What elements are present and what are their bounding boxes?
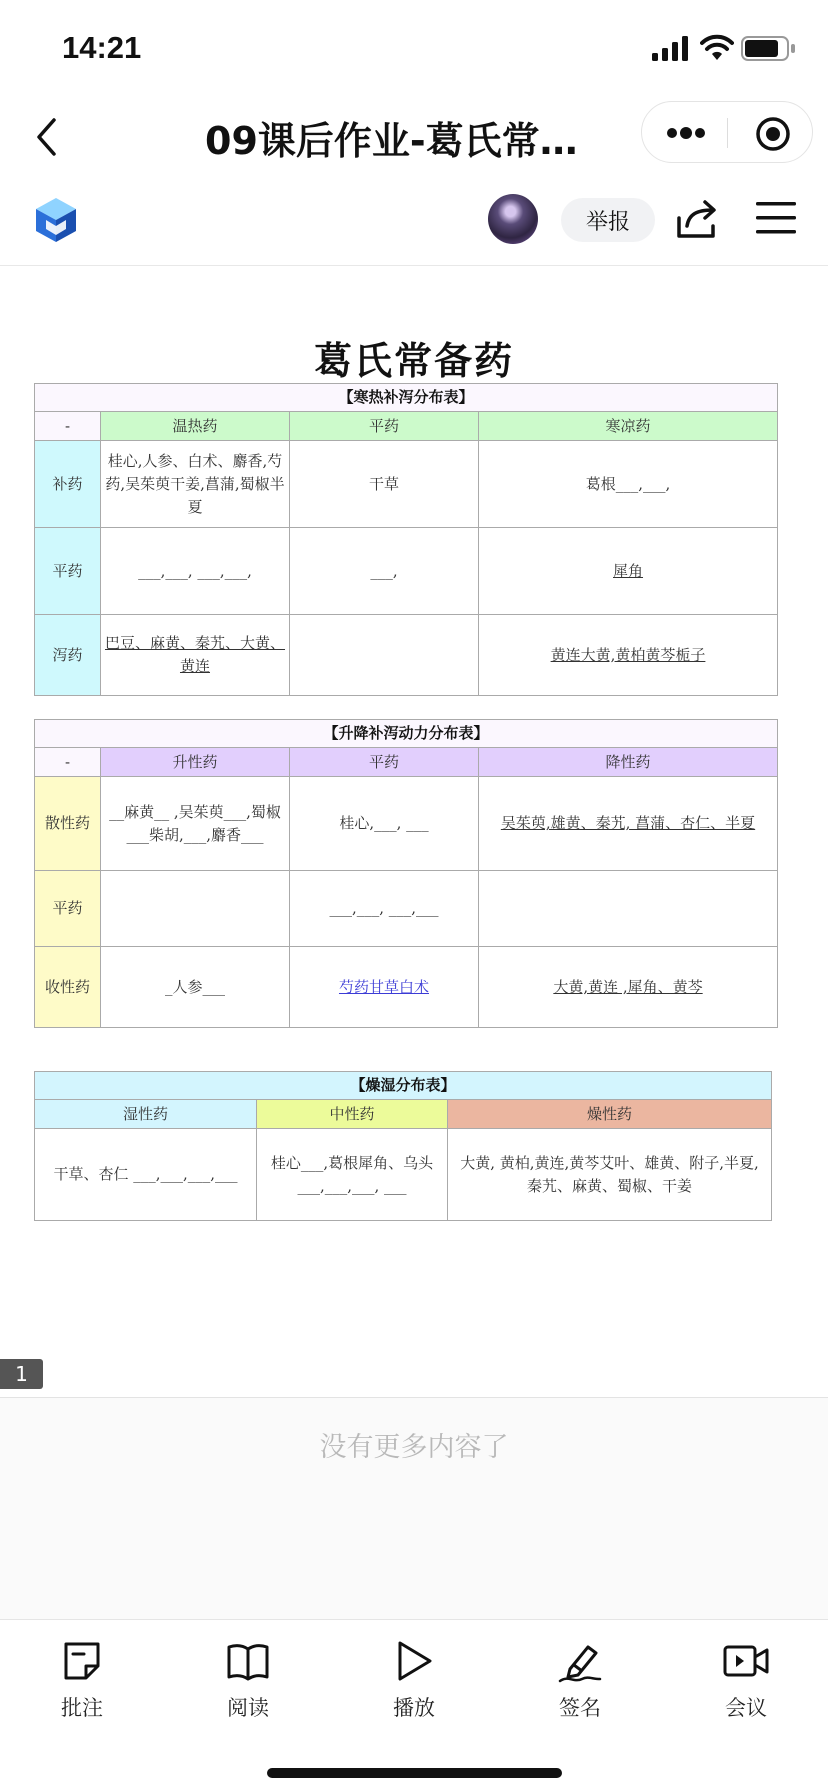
table-header: 湿性药 — [35, 1100, 257, 1129]
row-label: 平药 — [35, 528, 101, 615]
report-button[interactable]: 举报 — [561, 198, 655, 242]
table-header: 降性药 — [479, 748, 778, 777]
cold-heat-table — [34, 383, 778, 696]
play-icon — [394, 1639, 434, 1683]
no-more-content-text: 没有更多内容了 — [319, 1432, 509, 1463]
dry-damp-table — [34, 1071, 772, 1221]
row-label: 泻药 — [35, 615, 101, 696]
doc-toolbar — [0, 186, 828, 266]
sign-label: 签名 — [559, 1696, 601, 1720]
more-icon[interactable] — [666, 121, 706, 145]
table-cell: 干草、杏仁 ___,___,___,___ — [35, 1129, 257, 1221]
row-label: 平药 — [35, 871, 101, 947]
back-button[interactable] — [26, 112, 66, 162]
app-logo-icon — [34, 196, 78, 244]
chevron-left-icon — [34, 117, 58, 157]
status-time: 14:21 — [62, 30, 142, 65]
table-header: 中性药 — [257, 1100, 448, 1129]
row-label: 补药 — [35, 441, 101, 528]
table-cell: ___,___, ___,___, — [101, 528, 290, 615]
table-caption: 【燥湿分布表】 — [35, 1072, 772, 1100]
row-label: 收性药 — [35, 947, 101, 1028]
pen-sign-icon — [558, 1639, 602, 1683]
dynamics-table — [34, 719, 778, 1028]
table-cell-link[interactable]: 芍药甘草白术 — [290, 947, 479, 1028]
table-header: 升性药 — [101, 748, 290, 777]
table-header: 寒凉药 — [479, 412, 778, 441]
menu-icon[interactable] — [756, 200, 796, 236]
table-header: 平药 — [290, 748, 479, 777]
annotate-label: 批注 — [61, 1696, 103, 1720]
table-header: 燥性药 — [448, 1100, 772, 1129]
table-caption: 【寒热补泻分布表】 — [35, 384, 778, 412]
page-number-badge: 1 — [0, 1359, 43, 1389]
table-cell: 吴茱萸,雄黄、秦艽, 菖蒲、杏仁、半夏 — [479, 777, 778, 871]
table-cell: 大黄,黄连 ,犀角、黄芩 — [479, 947, 778, 1028]
status-bar — [0, 0, 828, 96]
nav-bar — [0, 96, 828, 186]
table-cell: ___, — [290, 528, 479, 615]
signal-icon — [652, 36, 690, 62]
capsule-divider — [727, 118, 728, 148]
table-cell — [290, 615, 479, 696]
table-cell — [101, 871, 290, 947]
table-cell: 黄连大黄,黄柏黄芩栀子 — [479, 615, 778, 696]
share-icon[interactable] — [675, 196, 719, 240]
bottom-action-bar — [0, 1619, 828, 1792]
table-cell: 桂心,___, ___ — [290, 777, 479, 871]
video-camera-icon — [723, 1643, 769, 1679]
wifi-icon — [700, 34, 734, 62]
table-header: - — [35, 748, 101, 777]
sign-button[interactable] — [525, 1634, 635, 1734]
table-cell — [479, 871, 778, 947]
read-label: 阅读 — [227, 1696, 269, 1720]
battery-icon — [741, 36, 797, 62]
page-title: 09课后作业-葛氏常… — [205, 119, 578, 163]
annotate-button[interactable] — [27, 1634, 137, 1734]
table-cell: 犀角 — [479, 528, 778, 615]
mini-program-capsule — [641, 101, 813, 163]
table-cell: 大黄, 黄柏,黄连,黄芩艾叶、雄黄、附子,半夏, 秦艽、麻黄、蜀椒、干姜 — [448, 1129, 772, 1221]
table-cell: _人参___ — [101, 947, 290, 1028]
table-header: 平药 — [290, 412, 479, 441]
avatar[interactable] — [488, 194, 538, 244]
table-header: 温热药 — [101, 412, 290, 441]
play-label: 播放 — [393, 1696, 435, 1720]
meeting-label: 会议 — [725, 1696, 767, 1720]
table-cell: __麻黄__ ,吴茱萸___,蜀椒 ___柴胡,___,麝香___ — [101, 777, 290, 871]
home-indicator — [267, 1768, 562, 1778]
table-header: - — [35, 412, 101, 441]
annotate-icon — [62, 1640, 102, 1682]
row-label: 散性药 — [35, 777, 101, 871]
close-target-icon[interactable] — [755, 116, 791, 152]
table-cell: 干草 — [290, 441, 479, 528]
table-cell: 葛根___,___, — [479, 441, 778, 528]
table-cell: 桂心,人参、白术、麝香,芍药,吴茱萸干姜,菖蒲,蜀椒半夏 — [101, 441, 290, 528]
play-button[interactable] — [359, 1634, 469, 1734]
document-title: 葛氏常备药 — [313, 338, 514, 383]
book-icon — [226, 1641, 270, 1681]
table-cell: 巴豆、麻黄、秦艽、大黄、黄连 — [101, 615, 290, 696]
table-caption: 【升降补泻动力分布表】 — [35, 720, 778, 748]
table-cell: 桂心___,葛根犀角、乌头___,___,___, ___ — [257, 1129, 448, 1221]
read-button[interactable] — [193, 1634, 303, 1734]
meeting-button[interactable] — [691, 1634, 801, 1734]
table-cell: ___,___, ___,___ — [290, 871, 479, 947]
